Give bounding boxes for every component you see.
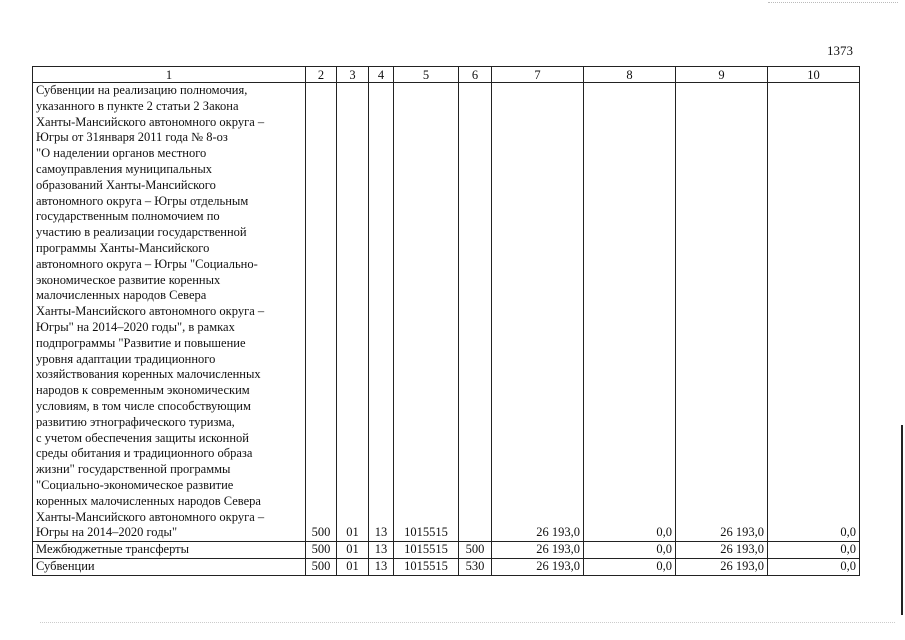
budget-table bbox=[32, 66, 860, 576]
page-number: 1373 bbox=[827, 43, 853, 58]
amount-cell: 26 193,0 bbox=[492, 83, 584, 542]
table-row bbox=[33, 83, 860, 542]
row-name-cell: Межбюджетные трансферты bbox=[33, 542, 306, 559]
amount-cell: 0,0 bbox=[768, 542, 860, 559]
target-article-cell: 1015515 bbox=[394, 542, 459, 559]
column-number: 10 bbox=[768, 67, 860, 83]
expense-type-cell: 500 bbox=[459, 542, 492, 559]
column-number: 5 bbox=[394, 67, 459, 83]
subsection-code-cell: 13 bbox=[369, 558, 394, 575]
amount-cell: 0,0 bbox=[584, 83, 676, 542]
section-code-cell: 01 bbox=[337, 542, 369, 559]
ministry-code-cell: 500 bbox=[306, 83, 337, 542]
column-number: 6 bbox=[459, 67, 492, 83]
column-number: 4 bbox=[369, 67, 394, 83]
scan-artifact-top bbox=[768, 2, 898, 4]
row-name-cell: Субвенции на реализацию полномочия, указанного в пункте 2 статьи 2 Закона Ханты-Мансийского автономного округа – Югры от 31января 2011 года № 8-оз "О наделении органов местного самоуправления муниципальных образований Ханты-Мансийского автономного округа – Югры отдельным государственным полномочием по участию в реализации государственной программы Ханты-Мансийского автономного округа – Югры "Социально- экономическое развитие коренных малочисленных народов Севера Ханты-Мансийского автономного округа – Югры" на 2014–2020 годы", в рамках подпрограммы "Развитие и повышение уровня адаптации традиционного хозяйствования коренных малочисленных народов к современным экономическим условиям, в том числе способствующим развитию этнографического туризма, с учетом обеспечения защиты исконной среды обитания и традиционного образа жизни" государственной программы "Социально-экономическое развитие коренных малочисленных народов Севера Ханты-Мансийского автономного округа – Югры на 2014–2020 годы" bbox=[33, 83, 306, 542]
amount-cell: 0,0 bbox=[584, 558, 676, 575]
table-row bbox=[33, 558, 860, 575]
subsection-code-cell: 13 bbox=[369, 83, 394, 542]
amount-cell: 26 193,0 bbox=[676, 83, 768, 542]
subsection-code-cell: 13 bbox=[369, 542, 394, 559]
column-number: 3 bbox=[337, 67, 369, 83]
expense-type-cell: 530 bbox=[459, 558, 492, 575]
amount-cell: 26 193,0 bbox=[676, 558, 768, 575]
expense-type-cell bbox=[459, 83, 492, 542]
column-number: 9 bbox=[676, 67, 768, 83]
scan-artifact-bottom bbox=[40, 622, 895, 624]
scan-edge-line bbox=[901, 425, 903, 615]
column-number: 2 bbox=[306, 67, 337, 83]
amount-cell: 26 193,0 bbox=[492, 558, 584, 575]
amount-cell: 26 193,0 bbox=[676, 542, 768, 559]
ministry-code-cell: 500 bbox=[306, 558, 337, 575]
target-article-cell: 1015515 bbox=[394, 83, 459, 542]
section-code-cell: 01 bbox=[337, 83, 369, 542]
amount-cell: 0,0 bbox=[584, 542, 676, 559]
row-name-cell: Субвенции bbox=[33, 558, 306, 575]
section-code-cell: 01 bbox=[337, 558, 369, 575]
column-number-row bbox=[33, 67, 860, 83]
ministry-code-cell: 500 bbox=[306, 542, 337, 559]
table-row bbox=[33, 542, 860, 559]
target-article-cell: 1015515 bbox=[394, 558, 459, 575]
column-number: 1 bbox=[33, 67, 306, 83]
amount-cell: 26 193,0 bbox=[492, 542, 584, 559]
amount-cell: 0,0 bbox=[768, 558, 860, 575]
column-number: 7 bbox=[492, 67, 584, 83]
amount-cell: 0,0 bbox=[768, 83, 860, 542]
column-number: 8 bbox=[584, 67, 676, 83]
